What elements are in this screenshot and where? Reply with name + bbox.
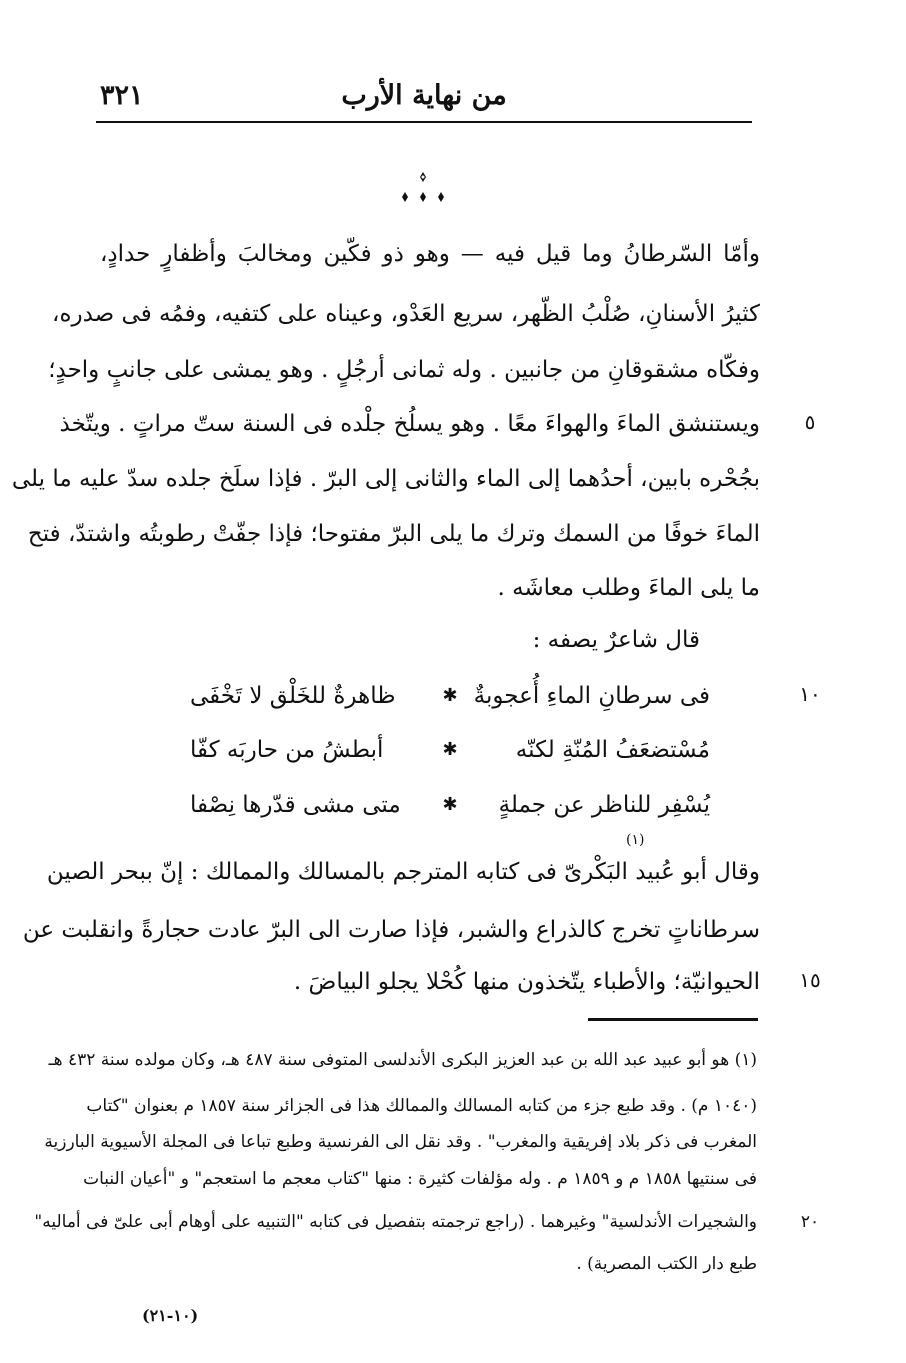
footnote-line: والشجيرات الأندلسية" وغيرهما . (راجع ترجمته بتفصيل فى كتابه "التنبيه على أوهام أبى علىّ فى أماليه" [34, 1212, 757, 1232]
body-line: وفكّاه مشقوقانِ من جانبين . وله ثمانى أرجُلٍ . وهو يمشى على جانبٍ واحدٍ؛ [48, 357, 760, 383]
footnote-rule [588, 1018, 758, 1021]
footnote-line: (١) هو أبو عبيد عبد الله بن عبد العزيز البكرى الأندلسى المتوفى سنة ٤٨٧ هـ، وكان مولده سنة ٤٣٢ هـ [48, 1050, 757, 1070]
verse-first-hemistich: يُسْفِر للناظر عن جملةٍ [498, 792, 710, 818]
signature-mark: (١٠-٢١) [142, 1306, 199, 1325]
footnote-marker: (١) [626, 832, 645, 848]
verse [190, 676, 710, 716]
body-line: ويستنشق الماءَ والهواءَ معًا . وهو يسلُخ جلْده فى السنة ستّ مراتٍ . ويتّخذ [59, 411, 760, 437]
body-line: ما يلى الماءَ وطلب معاشَه . [497, 575, 760, 601]
poet-intro: قال شاعرٌ يصفه : [532, 627, 700, 653]
verse-second-hemistich: متى مشى قدّرها نِصْفا [190, 792, 401, 818]
page-number: ٣٢١ [100, 80, 144, 111]
ornament-icon [393, 168, 453, 212]
body-line: سرطاناتٍ تخرج كالذراع والشبر، فإذا صارت الى البرّ عادت حجارةً وانقلبت عن [22, 917, 760, 943]
header-title: من نهاية الأرب [341, 80, 507, 111]
verse-first-hemistich: مُسْتضعَفُ المُنّةِ لكنّه [515, 737, 710, 763]
running-header [96, 76, 752, 126]
footnote-line: المغرب فى ذكر بلاد إفريقية والمغرب" . وقد نقل الى الفرنسية وطبع تباعا فى المجلة الأسيوية البارزية [44, 1132, 757, 1152]
margin-line-number: ٢٠ [800, 1212, 820, 1232]
verse [190, 785, 710, 825]
verse-second-hemistich: أبطشُ من حاربَه كفّا [190, 737, 384, 763]
body-line: وأمّا السّرطانُ وما قيل فيه — وهو ذو فكّين ومخالبَ وأظفارٍ حدادٍ، [100, 241, 760, 267]
header-rule [96, 121, 752, 123]
verse-separator-icon: ✱ [442, 794, 458, 815]
verse [190, 730, 710, 770]
footnote-line: (١٠٤٠ م) . وقد طبع جزء من كتابه المسالك والممالك هذا فى الجزائر سنة ١٨٥٧ م بعنوان "كتاب [86, 1096, 757, 1116]
footnote-line: طبع دار الكتب المصرية) . [576, 1254, 757, 1274]
margin-line-number: ١٥ [799, 968, 821, 992]
body-line: الماءَ خوفًا من السمك وترك ما يلى البرّ مفتوحا؛ فإذا جفّتْ رطوبتُه واشتدّ، فتح [27, 521, 760, 547]
verse-first-hemistich: فى سرطانِ الماءِ أُعجوبةٌ [473, 683, 710, 709]
margin-line-number: ٥ [804, 410, 816, 434]
body-line: كثيرُ الأسنانِ، صُلْبُ الظّهر، سريع العَدْو، وعيناه على كتفيه، وفمُه فى صدره، [52, 301, 760, 327]
body-line: وقال أبو عُبيد البَكْرىّ فى كتابه المترجم بالمسالك والممالك : إنّ ببحر الصين [46, 859, 760, 885]
body-line: الحيوانيّة؛ والأطباء يتّخذون منها كُحْلا يجلو البياضَ . [293, 969, 760, 995]
footnote-line: فى سنتيها ١٨٥٨ م و ١٨٥٩ م . وله مؤلفات كثيرة : منها "كتاب معجم ما استعجم" و "أعيان النبات [83, 1169, 757, 1189]
verse-separator-icon: ✱ [442, 685, 458, 706]
verse-separator-icon: ✱ [442, 739, 458, 760]
body-line: بجُحْره بابين، أحدُهما إلى الماء والثانى إلى البرّ . فإذا سلَخ جلده سدّ عليه ما يلى [11, 466, 760, 492]
verse-second-hemistich: ظاهرةٌ للخَلْق لا تَخْفَى [190, 683, 396, 709]
margin-line-number: ١٠ [799, 682, 821, 706]
